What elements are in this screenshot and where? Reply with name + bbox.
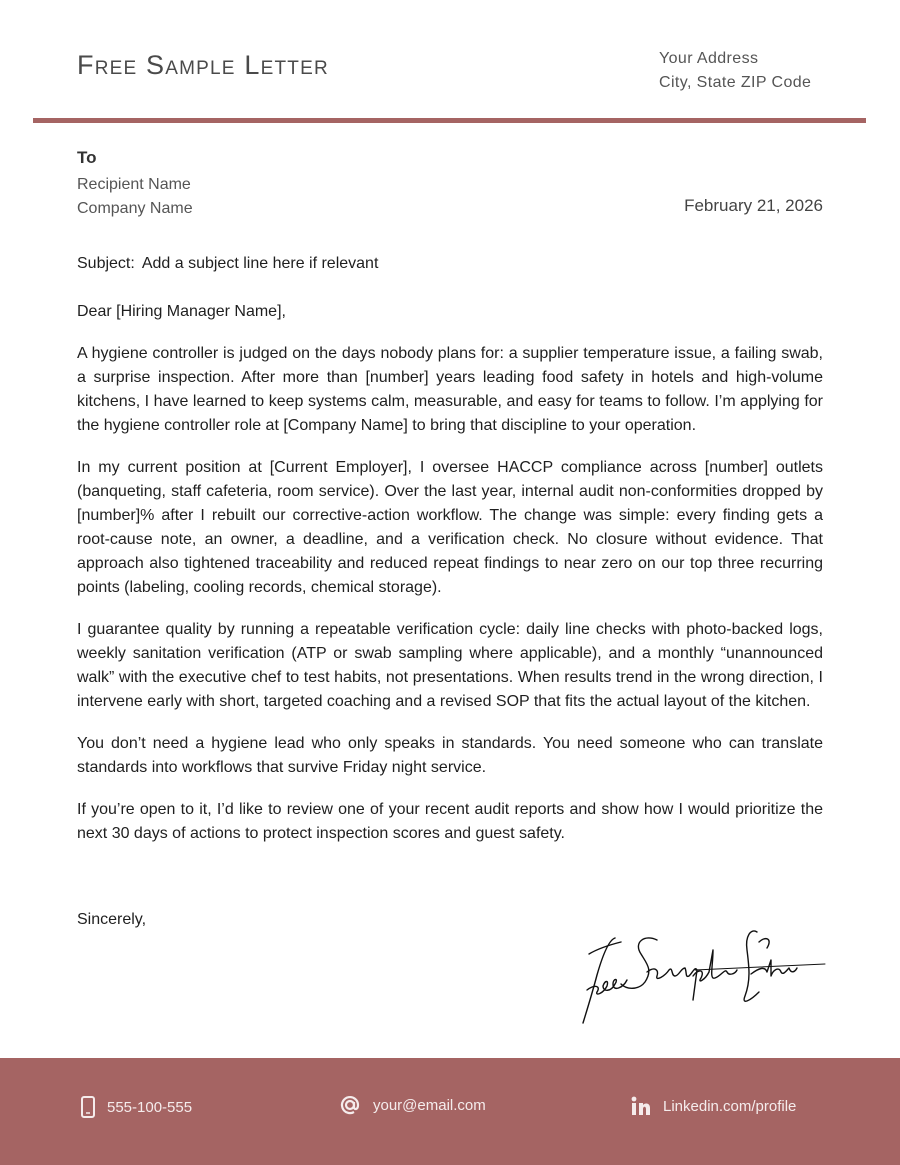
subject-text: Add a subject line here if relevant <box>141 255 379 272</box>
footer-email <box>339 1094 486 1116</box>
body-paragraph-2: In my current position at [Current Employer], I oversee HACCP compliance across [number] outlets (banqueting, staff cafeteria, room service). Over the last year, internal audit non-conformities dropped by [number]% after I rebuilt our corrective-action workflow. The change was simple: every finding gets a root-cause note, an owner, a deadline, and a verification check. No closure without evidence. That approach also tightened traceability and reduced repeat findings to near zero on our top three recurring points (labeling, cooling records, chemical storage). <box>77 459 823 596</box>
phone-number[interactable]: 555-100-555 <box>107 1098 193 1116</box>
body-paragraph-5: If you’re open to it, I’d like to review one of your recent audit reports and show how I would prioritize the next 30 days of actions to protect inspection scores and guest safety. <box>77 801 823 842</box>
letter-body <box>77 300 823 864</box>
body-paragraph-4: You don’t need a hygiene lead who only speaks in standards. You need someone who can translate standards into workflows that survive Friday night service. <box>77 735 823 776</box>
recipient-block <box>77 173 193 221</box>
email-address[interactable]: your@email.com <box>373 1096 486 1114</box>
letter-date: February 21, 2026 <box>684 196 823 215</box>
contact-footer <box>0 1058 900 1165</box>
sender-address <box>659 47 811 95</box>
body-paragraph-1: A hygiene controller is judged on the days nobody plans for: a supplier temperature issue, a failing swab, a surprise inspection. After more than [number] years leading food safety in hotels and high-volume kitchens, I have learned to keep systems calm, measurable, and easy for teams to follow. I’m applying for the hygiene controller role at [Company Name] to bring that discipline to your operation. <box>77 345 823 434</box>
handwritten-signature <box>575 920 835 1030</box>
greeting: Dear [Hiring Manager Name], <box>77 303 286 320</box>
at-sign-icon <box>339 1094 361 1116</box>
linkedin-icon <box>631 1096 651 1116</box>
subject-label: Subject: <box>77 255 135 272</box>
recipient-name: Recipient Name <box>77 176 191 193</box>
closing: Sincerely, <box>77 911 147 928</box>
to-label: To <box>77 148 97 167</box>
footer-linkedin <box>631 1096 796 1116</box>
letter-title: Free Sample Letter <box>77 50 329 80</box>
footer-phone <box>81 1096 192 1118</box>
recipient-company: Company Name <box>77 200 193 217</box>
linkedin-url[interactable]: Linkedin.com/profile <box>663 1097 797 1115</box>
subject-line <box>77 255 378 273</box>
body-paragraph-3: I guarantee quality by running a repeatable verification cycle: daily line checks with photo-backed logs, weekly sanitation verification (ATP or swab sampling where applicable), and a monthly “unannounced walk” with the executive chef to test habits, not presentations. When results trend in the wrong direction, I intervene early with short, targeted coaching and a revised SOP that fits the actual layout of the kitchen. <box>77 621 823 710</box>
phone-icon <box>81 1096 95 1118</box>
address-line-1: Your Address <box>659 50 759 67</box>
address-line-2: City, State ZIP Code <box>659 74 812 91</box>
header-divider <box>33 118 866 123</box>
